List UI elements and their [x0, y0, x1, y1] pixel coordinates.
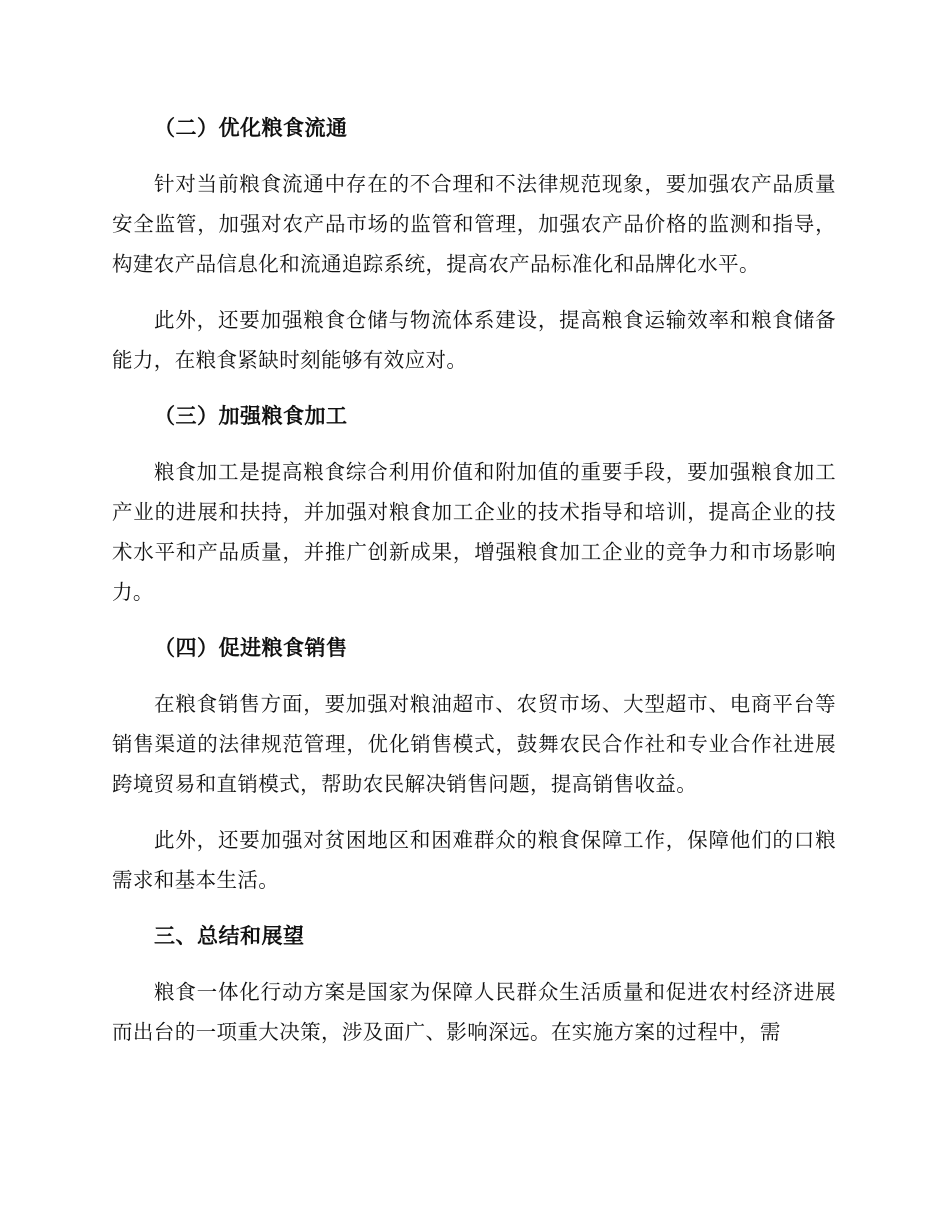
section-heading-summary-outlook: 三、总结和展望	[154, 924, 305, 948]
document-body	[112, 108, 836, 1052]
section-heading-promote-sales: （四）促进粮食销售	[154, 636, 348, 660]
paragraph-circulation-supervision: 针对当前粮食流通中存在的不合理和不法律规范现象，要加强农产品质量安全监管，加强对农产品市场的监管和管理，加强农产品价格的监测和指导，构建农产品信息化和流通追踪系统，提高农产品标准化和品牌化水平。	[112, 172, 836, 276]
section-heading-optimize-circulation: （二）优化粮食流通	[154, 116, 348, 140]
paragraph-storage-logistics: 此外，还要加强粮食仓储与物流体系建设，提高粮食运输效率和粮食储备能力，在粮食紧缺时刻能够有效应对。	[112, 308, 836, 372]
paragraph-sales-channels: 在粮食销售方面，要加强对粮油超市、农贸市场、大型超市、电商平台等销售渠道的法律规范管理，优化销售模式，鼓舞农民合作社和专业合作社进展跨境贸易和直销模式，帮助农民解决销售问题，提高销售收益。	[112, 692, 836, 796]
paragraph-poverty-support: 此外，还要加强对贫困地区和困难群众的粮食保障工作，保障他们的口粮需求和基本生活。	[112, 828, 836, 892]
paragraph-summary: 粮食一体化行动方案是国家为保障人民群众生活质量和促进农村经济进展而出台的一项重大决策，涉及面广、影响深远。在实施方案的过程中，需	[112, 980, 836, 1044]
paragraph-processing: 粮食加工是提高粮食综合利用价值和附加值的重要手段，要加强粮食加工产业的进展和扶持，并加强对粮食加工企业的技术指导和培训，提高企业的技术水平和产品质量，并推广创新成果，增强粮食加工企业的竞争力和市场影响力。	[112, 460, 836, 604]
section-heading-strengthen-processing: （三）加强粮食加工	[154, 404, 348, 428]
